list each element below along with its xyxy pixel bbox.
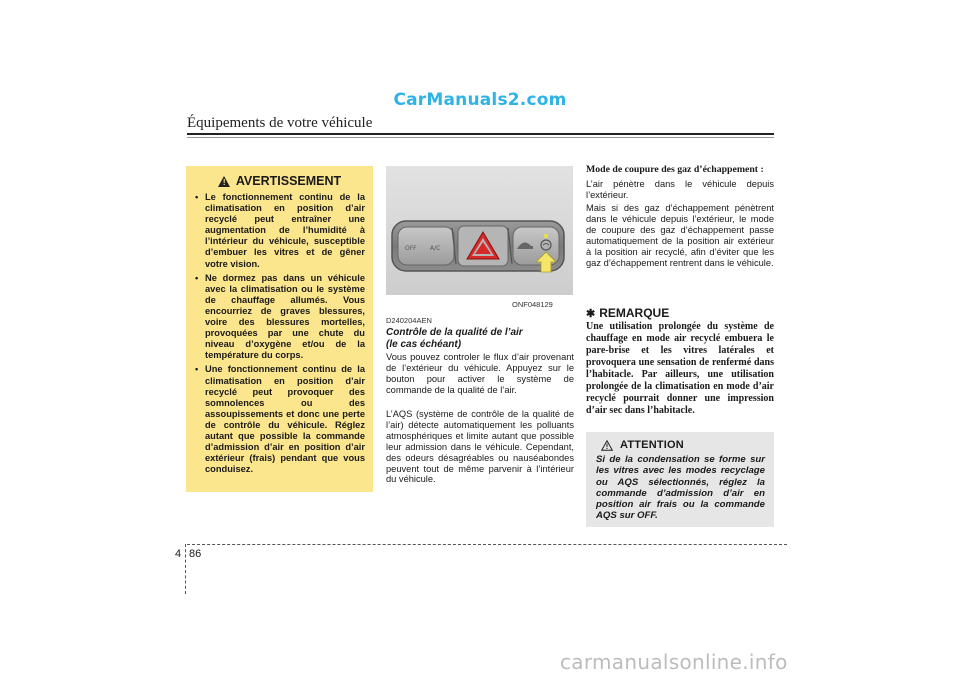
attention-box (586, 432, 774, 527)
paragraph-exhaust-1: L’air pénètre dans le véhicule depuis l’extérieur. (586, 179, 774, 200)
section-subtitle (386, 327, 574, 350)
note-body: Une utilisation prolongée du système de chauffage en mode air recyclé embuera le pare-brise et les vitres latérales et provoquera une sensation de renfermé dans l’habitacle. Par ailleurs, une utilisation prolongée de la climatisation en mode d’air recyclé pourrait donner une impression d’air sec dans l’habitacle. (586, 321, 774, 416)
paragraph-exhaust-2: Mais si des gaz d’échappement pénètrent dans le véhicule depuis l’extérieur, le mode de coupure des gaz d’échappement passe automatiquement de la position air extérieur à la position air recyclé, afin d’éviter que les gaz d’échappement rentrent dans le véhicule. (586, 203, 774, 268)
attention-header (596, 439, 765, 451)
subtitle-line-1: Contrôle de la qualité de l’air (386, 327, 523, 338)
caution-triangle-icon (601, 440, 613, 451)
photo-code: ONF048129 (512, 300, 553, 309)
footer-rule (187, 544, 787, 545)
warning-item: • Une fonctionnement continu de la climatisation en position d’air recyclé peut provoquer des somnolences ou des assoupissements et donc une perte de contrôle du véhicule. Réglez autant que possible la commande d’admission d’air en position d’air extérieur (frais) pendant que vous conduisez. (194, 364, 365, 475)
page-number: 86 (189, 548, 202, 560)
watermark-carmanualsonline: carmanualsonline.info (560, 650, 788, 674)
ac-button-label: A/C (430, 245, 441, 252)
warning-triangle-icon: ! (218, 176, 230, 187)
warning-list (194, 192, 365, 475)
section-code: D240204AEN (386, 316, 432, 325)
attention-body: Si de la condensation se forme sur les vitres avec les modes recyclage ou AQS sélectionnés, réglez la commande d’admission d’air en position air frais ou la commande AQS sur OFF. (596, 454, 765, 522)
attention-title: ATTENTION (620, 439, 684, 451)
aqs-button-photo (386, 166, 573, 295)
header-rule-thin (187, 137, 774, 138)
star-icon: ✱ (586, 307, 596, 320)
off-button-label: OFF (405, 245, 417, 252)
header-rule (187, 133, 774, 135)
warning-title: AVERTISSEMENT (235, 174, 342, 188)
paragraph-air-flow: Vous pouvez controler le flux d’air provenant de l’extérieur du véhicule. Appuyez sur le bouton pour activer le système de commande de la qualité de l’air. (386, 352, 574, 395)
warning-header (194, 174, 365, 188)
paragraph-aqs: L’AQS (système de contrôle de la qualité de l’air) détecte automatiquement les polluants atmosphériques et limite autant que possible leur admission dans le véhicule. Cependant, des odeurs désagréables ou nauséabondes peuvent tout de même parvenir à l’intérieur du véhicule. (386, 409, 574, 485)
note-header (586, 306, 774, 320)
warning-item: • Le fonctionnement continu de la climatisation en position d’air recyclé peut entraîner une augmentation de l’humidité à l’intérieur du véhicule, susceptible d’embuer les vitres et de gêner votre vision. (194, 192, 365, 270)
control-panel-illustration (386, 166, 573, 295)
note-title: REMARQUE (599, 306, 670, 320)
footer-vertical-rule (185, 544, 186, 594)
watermark-carmanuals2: CarManuals2.com (393, 90, 567, 110)
section-number: 4 (175, 548, 182, 560)
exhaust-mode-heading: Mode de coupure des gaz d’échappement : (586, 164, 764, 175)
warning-box (186, 166, 373, 492)
page-header-title: Équipements de votre véhicule (187, 115, 373, 131)
warning-item: • Ne dormez pas dans un véhicule avec la climatisation ou le système de chauffage allumés. Vous encourriez de graves blessures, voire des blessures mortelles, provoquées par une chute du niveau d’oxygène et/ou de la température du corps. (194, 273, 365, 362)
subtitle-line-2: (le cas échéant) (386, 338, 462, 350)
